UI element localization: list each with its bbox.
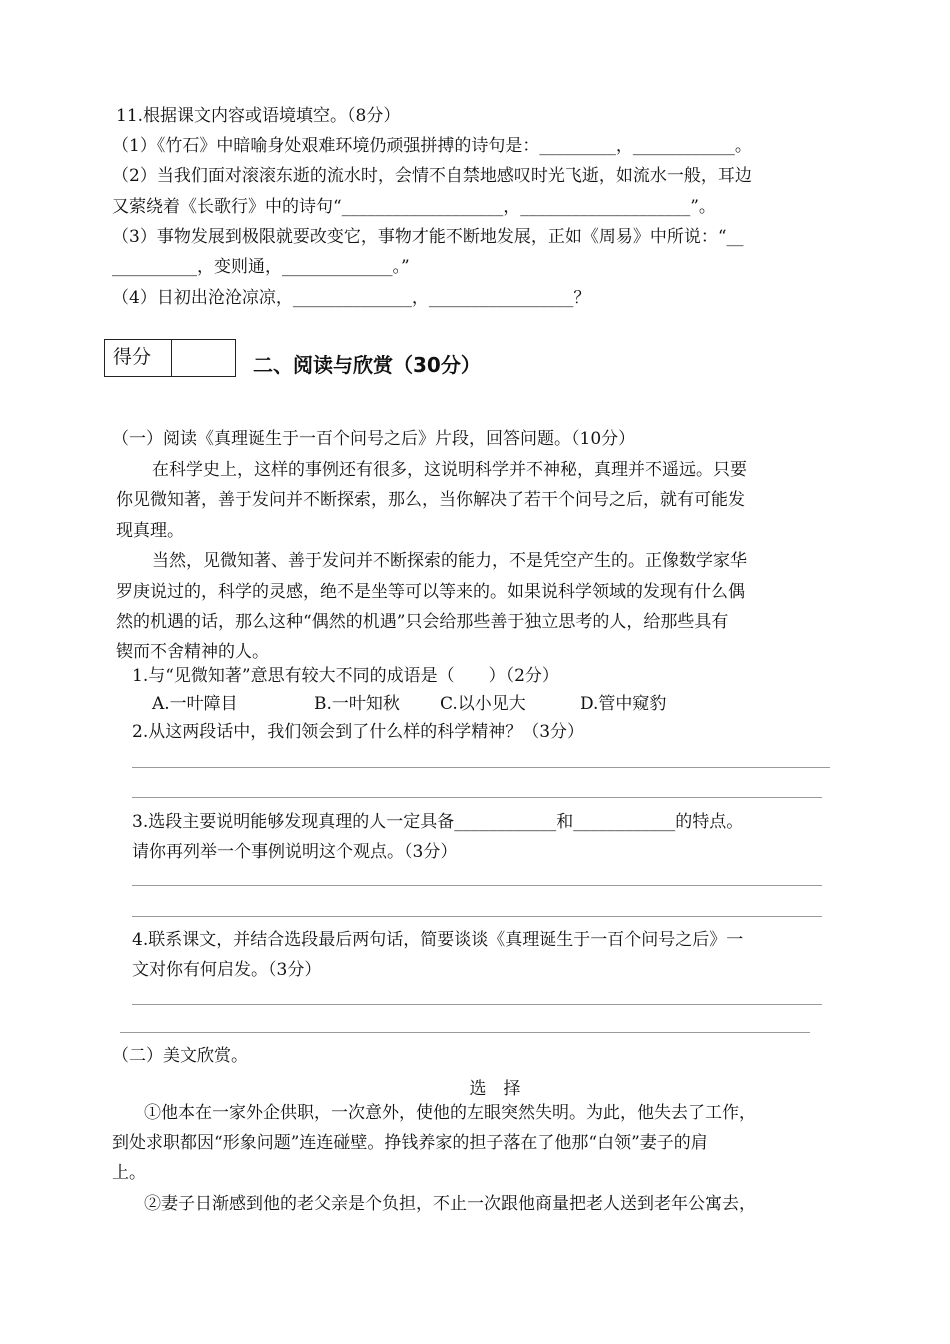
reading1-q2: 2.从这两段话中，我们领会到了什么样的科学精神？（3分） bbox=[132, 722, 585, 742]
reading1-para2-line3: 然的机遇的话，那么这种“偶然的机遇”只会给那些善于独立思考的人，给那些具有 bbox=[116, 612, 729, 632]
reading1-para1-line3: 现真理。 bbox=[116, 521, 184, 541]
q11-title: 11.根据课文内容或语境填空。（8分） bbox=[116, 106, 401, 126]
reading1-q4-line1: 4.联系课文，并结合选段最后两句话，简要谈谈《真理诞生于一百个问号之后》一 bbox=[132, 930, 744, 950]
reading1-para2-line4: 锲而不舍精神的人。 bbox=[116, 642, 269, 662]
reading2-para2-line1: ②妻子日渐感到他的老父亲是个负担，不止一次跟他商量把老人送到老年公寓去， bbox=[144, 1194, 756, 1214]
answer-line bbox=[120, 1032, 810, 1033]
reading1-para2-line1: 当然，见微知著、善于发问并不断探索的能力，不是凭空产生的。正像数学家华 bbox=[152, 551, 747, 571]
q11-item-2: （2）当我们面对滚滚东逝的流水时，会情不自禁地感叹时光飞逝，如流水一般，耳边 bbox=[112, 166, 752, 186]
reading1-q1-option-b: B.一叶知秋 bbox=[314, 694, 400, 714]
q11-item-2-cont: 又萦绕着《长歌行》中的诗句“___________________，____________________”。 bbox=[112, 197, 716, 217]
answer-line bbox=[132, 797, 822, 798]
reading1-q1: 1.与“见微知著”意思有较大不同的成语是（ ）（2分） bbox=[132, 666, 559, 686]
answer-line bbox=[132, 885, 822, 886]
reading2-heading: （二）美文欣赏。 bbox=[112, 1046, 248, 1066]
q11-item-4: （4）日初出沧沧凉凉，______________，_________________？ bbox=[112, 288, 591, 308]
section-title: 二、阅读与欣赏（30分） bbox=[253, 353, 481, 377]
reading1-q3-line1: 3.选段主要说明能够发现真理的人一定具备____________和____________的特点。 bbox=[132, 812, 744, 832]
score-box-divider bbox=[171, 340, 172, 376]
q11-item-1: （1）《竹石》中暗喻身处艰难环境仍顽强拼搏的诗句是：_________，____________。 bbox=[112, 136, 752, 156]
score-box bbox=[104, 339, 236, 377]
reading2-para1-line2: 到处求职都因“形象问题”连连碰壁。挣钱养家的担子落在了他那“白领”妻子的肩 bbox=[112, 1133, 708, 1153]
reading1-para1-line1: 在科学史上，这样的事例还有很多，这说明科学并不神秘，真理并不遥远。只要 bbox=[152, 460, 747, 480]
reading2-title: 选 择 bbox=[469, 1079, 521, 1099]
reading2-para1-line3: 上。 bbox=[112, 1163, 146, 1183]
reading1-para1-line2: 你见微知著，善于发问并不断探索，那么，当你解决了若干个问号之后，就有可能发 bbox=[116, 490, 745, 510]
answer-line bbox=[132, 1004, 822, 1005]
reading1-q1-option-c: C.以小见大 bbox=[440, 694, 526, 714]
reading1-para2-line2: 罗庚说过的，科学的灵感，绝不是坐等可以等来的。如果说科学领域的发现有什么偶 bbox=[116, 582, 745, 602]
answer-line bbox=[132, 767, 830, 768]
score-label: 得分 bbox=[113, 346, 152, 368]
reading1-q1-option-a: A.一叶障目 bbox=[152, 694, 238, 714]
reading1-q4-line2: 文对你有何启发。（3分） bbox=[132, 960, 322, 980]
reading1-heading: （一）阅读《真理诞生于一百个问号之后》片段，回答问题。（10分） bbox=[112, 429, 636, 449]
reading1-q1-option-d: D.管中窥豹 bbox=[580, 694, 667, 714]
q11-item-3: （3）事物发展到极限就要改变它，事物才能不断地发展，正如《周易》中所说：“__ bbox=[112, 227, 744, 247]
answer-line bbox=[132, 916, 822, 917]
q11-item-3-cont: __________，变则通，_____________。” bbox=[112, 257, 410, 277]
reading2-para1-line1: ①他本在一家外企供职，一次意外，使他的左眼突然失明。为此，他失去了工作， bbox=[144, 1103, 756, 1123]
reading1-q3-line2: 请你再列举一个事例说明这个观点。（3分） bbox=[132, 842, 458, 862]
